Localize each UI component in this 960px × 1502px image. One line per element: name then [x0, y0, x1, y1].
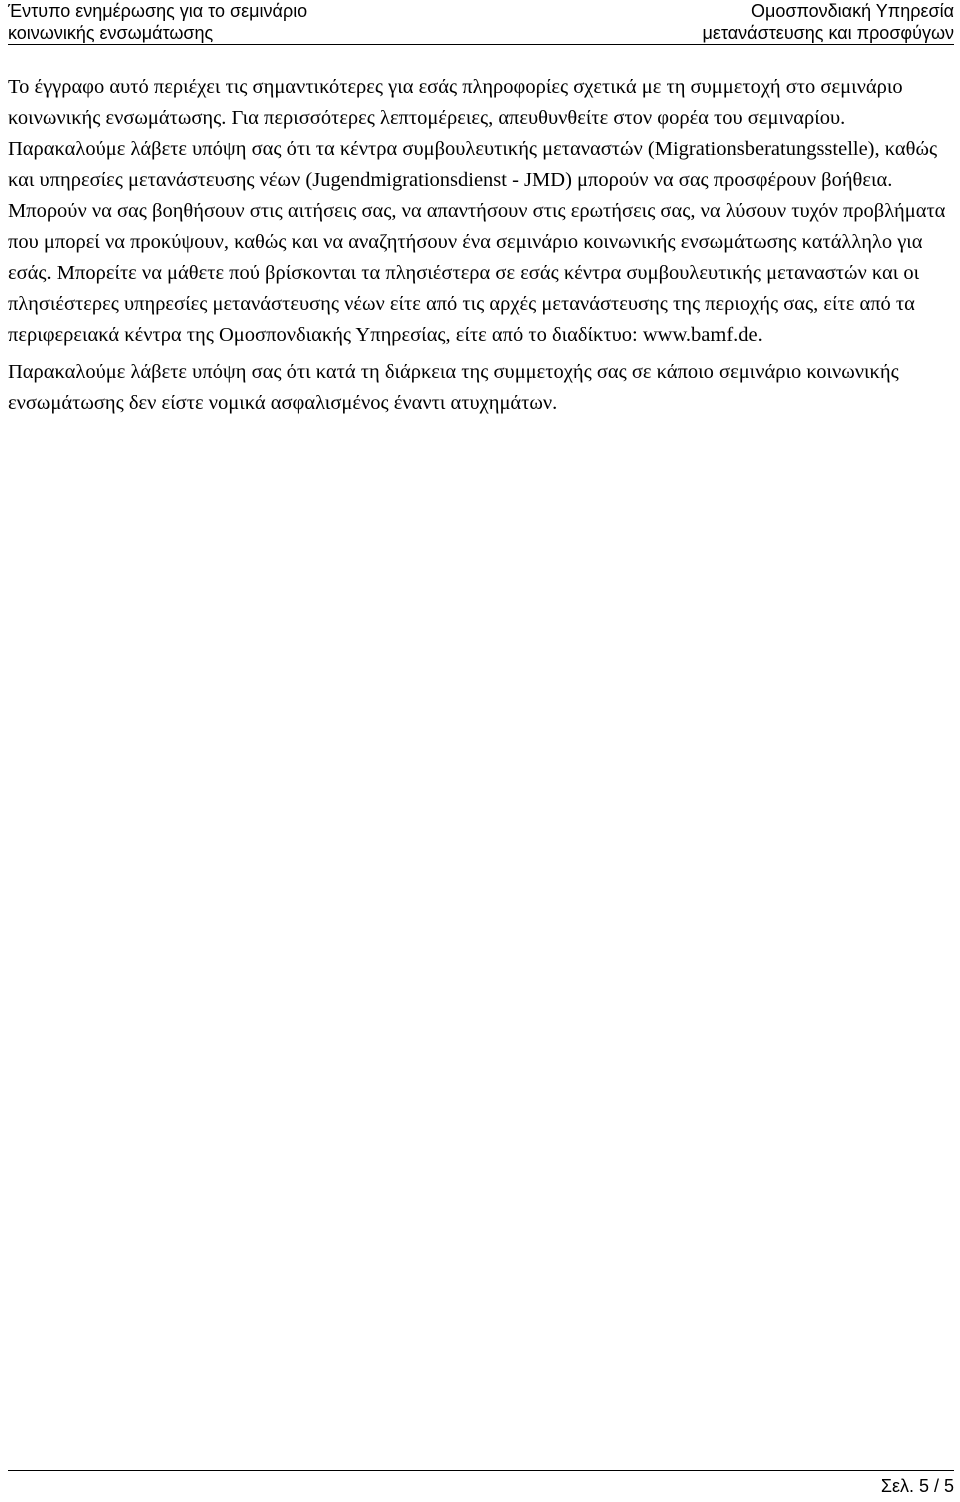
page-header — [8, 0, 954, 45]
page-number: Σελ. 5 / 5 — [880, 1476, 954, 1496]
header-agency-line-1: Ομοσπονδιακή Υπηρεσία — [751, 1, 954, 21]
header-document-title — [8, 0, 307, 44]
paragraph-intro: Το έγγραφο αυτό περιέχει τις σημαντικότερες για εσάς πληροφορίες σχετικά με τη συμμετοχή στο σεμινάριο κοινωνικής ενσωμάτωσης. Για περισσότερες λεπτομέρειες, απευθυνθείτε στον φορέα του σεμιναρίου. — [8, 76, 903, 129]
page-footer — [8, 1470, 954, 1496]
header-title-line-1: Έντυπο ενημέρωσης για το σεμινάριο — [8, 1, 308, 21]
paragraph-insurance-notice: Παρακαλούμε λάβετε υπόψη σας ότι κατά τη διάρκεια της συμμετοχής σας σε κάποιο σεμινάριο κοινωνικής ενσωμάτωσης δεν είστε νομικά ασφαλισμένος έναντι ατυχημάτων. — [8, 361, 899, 414]
header-agency-name — [703, 0, 954, 44]
paragraph-counselling-services: Παρακαλούμε λάβετε υπόψη σας ότι τα κέντρα συμβουλευτικής μεταναστών (Migrationsberatungsstelle), καθώς και υπηρεσίες μετανάστευσης νέων (Jugendmigrationsdienst - JMD) μπορούν να σας προσφέρουν βοήθεια. Μπορούν να σας βοηθήσουν στις αιτήσεις σας, να απαντήσουν στις ερωτήσεις σας, να λύσουν τυχόν προβλήματα που μπορεί να προκύψουν, καθώς και να αναζητήσουν ένα σεμινάριο κοινωνικής ενσωμάτωσης κατάλληλο για εσάς. Μπορείτε να μάθετε πού βρίσκονται τα πλησιέστερα σε εσάς κέντρα συμβουλευτικής μεταναστών και οι πλησιέστερες υπηρεσίες μετανάστευσης νέων είτε από τις αρχές μετανάστευσης της περιοχής σας, είτε από τα περιφερειακά κέντρα της Ομοσπονδιακής Υπηρεσίας, είτε από το διαδίκτυο: www.bamf.de. — [8, 138, 946, 346]
header-agency-line-2: μετανάστευσης και προσφύγων — [702, 23, 954, 43]
header-title-line-2: κοινωνικής ενσωμάτωσης — [8, 23, 214, 43]
document-body — [8, 72, 950, 425]
